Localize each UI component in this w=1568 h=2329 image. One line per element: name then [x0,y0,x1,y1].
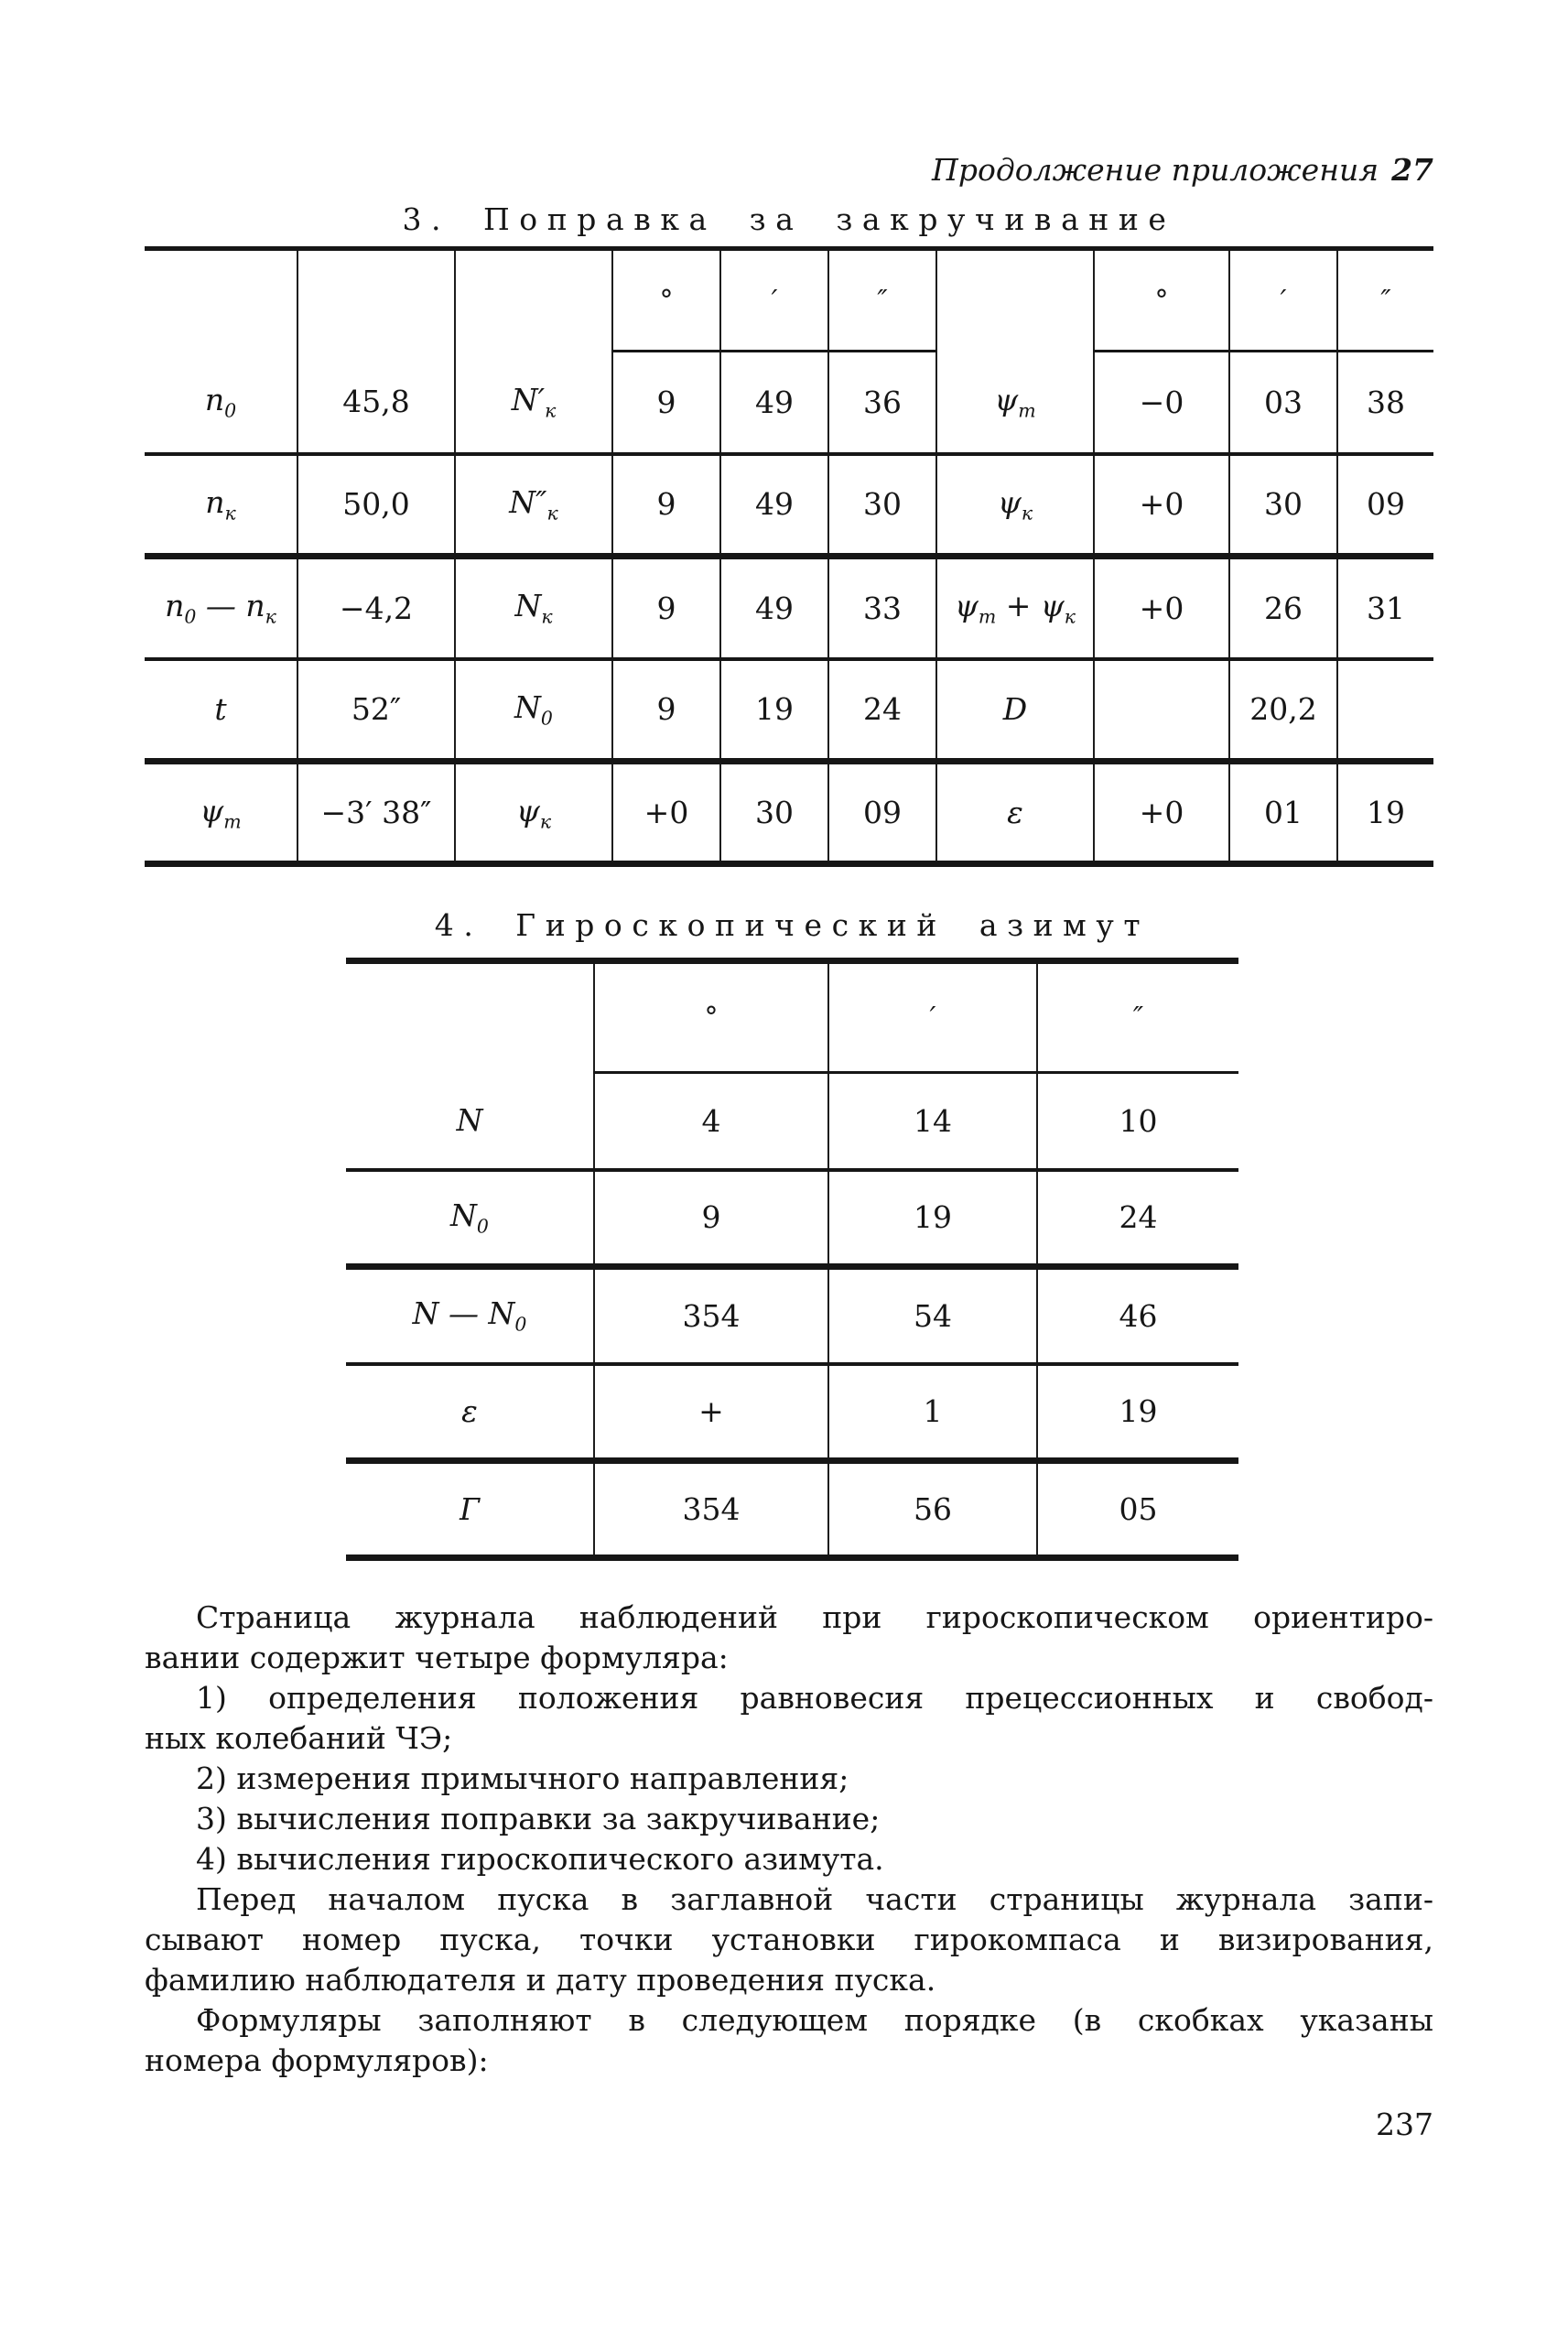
table-cell: 9 [612,557,720,659]
continuation-label: Продолжение приложения [932,152,1379,188]
azimuth-row-N-minus-N0 [346,1267,1238,1364]
row-label: $N_к$ [455,557,612,659]
text-line: сывают номер пуска, точки установки гирокомпаса и визирования, [145,1922,1433,1957]
azimuth-header-row [346,961,1238,1073]
table-cell: 03 [1229,352,1337,454]
paragraph [145,1598,1433,1678]
text-line: Перед началом пуска в заглавной части страницы журнала запи- [196,1881,1433,1917]
twist-table-title: 3. Поправка за закручивание [402,201,1176,237]
row-label: $N_0$ [346,1170,594,1267]
table-cell: 4 [594,1073,828,1170]
table-cell: 30 [720,762,828,864]
row-label: D [936,659,1094,762]
table-cell: 46 [1037,1267,1238,1364]
table-cell: 354 [594,1461,828,1558]
degree-symbol: ° [612,249,720,352]
table-cell: 01 [1229,762,1337,864]
table-cell: 30 [828,454,936,557]
table-cell: 1 [828,1364,1037,1461]
second-symbol: ″ [828,249,936,352]
table-cell: 9 [594,1170,828,1267]
table-cell: 24 [828,659,936,762]
table-cell: +0 [1094,557,1229,659]
minute-symbol: ′ [1229,249,1337,352]
text-line: ных колебаний ЧЭ; [145,1720,453,1756]
table-cell [1094,659,1229,762]
row-label: $\psi_т$ [936,352,1094,454]
row-label: $N''_к$ [455,454,612,557]
row-label: $\psi_к$ [936,454,1094,557]
row-label: $n_к$ [145,454,297,557]
row-label: $\psi_к$ [455,762,612,864]
table-cell: 9 [612,659,720,762]
text-line: Страница журнала наблюдений при гироскопическом ориентиро- [196,1599,1433,1635]
text-line: Формуляры заполняют в следующем порядке (в скобках указаны [196,2002,1433,2038]
minute-symbol: ′ [720,249,828,352]
empty-cell [145,249,297,352]
table-cell: 54 [828,1267,1037,1364]
azimuth-row-epsilon [346,1364,1238,1461]
twist-row-psi-t [145,762,1433,864]
table-cell: 33 [828,557,936,659]
table-cell: +0 [1094,762,1229,864]
list-item-3 [145,1799,1433,1839]
table-cell: −3′ 38″ [297,762,455,864]
paragraph [145,1879,1433,2000]
empty-cell [297,249,455,352]
table-cell: 10 [1037,1073,1238,1170]
gyroscopic-azimuth-table [346,958,1238,1561]
table-cell: 05 [1037,1461,1238,1558]
text-line: номера формуляров): [145,2042,489,2078]
table-cell: 354 [594,1267,828,1364]
table-cell: 49 [720,454,828,557]
text-line: 4) вычисления гироскопического азимута. [196,1841,884,1877]
azimuth-table-title: 4. Гироскопический азимут [434,907,1151,943]
row-label: $n_0$ [145,352,297,454]
minute-symbol: ′ [828,961,1037,1073]
row-label: $\psi_т$ [145,762,297,864]
appendix-number: 27 [1391,152,1433,188]
row-label: t [145,659,297,762]
twist-row-t [145,659,1433,762]
text-line: 2) измерения примычного направления; [196,1760,849,1796]
table-cell: −4,2 [297,557,455,659]
table-cell: 49 [720,352,828,454]
row-label: N [346,1073,594,1170]
row-label: N — $N_0$ [346,1267,594,1364]
table-cell: 30 [1229,454,1337,557]
table-cell: +0 [612,762,720,864]
table-cell: 20,2 [1229,659,1337,762]
table-cell: 19 [828,1170,1037,1267]
empty-cell [455,249,612,352]
azimuth-row-N [346,1073,1238,1170]
table-cell: 9 [612,454,720,557]
text-line: фамилию наблюдателя и дату проведения пуска. [145,1962,936,1998]
second-symbol: ″ [1037,961,1238,1073]
text-line: 1) определения положения равновесия прецессионных и свобод- [196,1680,1433,1716]
table-cell: 14 [828,1073,1037,1170]
table-cell: + [594,1364,828,1461]
table-cell: 24 [1037,1170,1238,1267]
row-label: ε [936,762,1094,864]
table-cell: 56 [828,1461,1037,1558]
azimuth-row-N0 [346,1170,1238,1267]
table-cell: 36 [828,352,936,454]
row-label: ε [346,1364,594,1461]
table-cell: 52″ [297,659,455,762]
degree-symbol: ° [594,961,828,1073]
table-cell: 09 [828,762,936,864]
row-label: $N'_к$ [455,352,612,454]
table-cell: 9 [612,352,720,454]
second-symbol: ″ [1337,249,1433,352]
table-cell: 45,8 [297,352,455,454]
list-item-2 [145,1759,1433,1799]
table-cell [1337,659,1433,762]
paragraph [145,2000,1433,2081]
twist-correction-table [145,246,1433,867]
text-line: 3) вычисления поправки за закручивание; [196,1801,881,1836]
list-item-1 [145,1678,1433,1759]
table-cell: 09 [1337,454,1433,557]
table-cell: +0 [1094,454,1229,557]
page-number: 237 [1376,2107,1433,2142]
twist-row-n0 [145,352,1433,454]
row-label: Г [346,1461,594,1558]
table-cell: 19 [720,659,828,762]
azimuth-row-gamma [346,1461,1238,1558]
row-label: $N_0$ [455,659,612,762]
table-cell: 19 [1337,762,1433,864]
text-line: вании содержит четыре формуляра: [145,1640,729,1675]
table-cell: 31 [1337,557,1433,659]
empty-cell [936,249,1094,352]
twist-header-row [145,249,1433,352]
row-label: $\psi_т + \psi_к$ [936,557,1094,659]
list-item-4 [145,1839,1433,1879]
table-cell: 50,0 [297,454,455,557]
degree-symbol: ° [1094,249,1229,352]
row-label: $n_0$ — $n_к$ [145,557,297,659]
empty-cell [346,961,594,1073]
twist-row-nk [145,454,1433,557]
table-cell: 49 [720,557,828,659]
table-cell: 19 [1037,1364,1238,1461]
table-cell: 26 [1229,557,1337,659]
header-note [145,154,1433,187]
body-text [145,1598,1433,2081]
twist-row-n0-minus-nk [145,557,1433,659]
table-cell: 38 [1337,352,1433,454]
table-cell: −0 [1094,352,1229,454]
